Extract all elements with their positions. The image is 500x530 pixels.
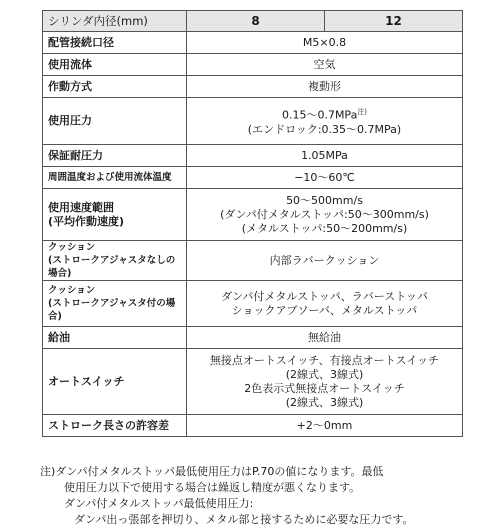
table-row (43, 281, 463, 327)
footnote-line: ダンパ付メタルストッパ最低使用圧力: (64, 497, 254, 510)
table-row (43, 241, 463, 281)
row-value (187, 349, 463, 415)
row-value (187, 189, 463, 241)
row-value: 複動形 (187, 76, 463, 98)
table-row (43, 76, 463, 98)
value-line: 0.15〜0.7MPa$^{注)}$ (281, 108, 368, 122)
row-value (187, 98, 463, 145)
row-label: 使用流体 (43, 54, 187, 76)
footnotes (40, 464, 480, 528)
row-label: ストローク長さの許容差 (43, 415, 187, 437)
header-bore-8: 8 (187, 11, 325, 32)
row-value: 内部ラバークッション (187, 241, 463, 281)
header-label: シリンダ内径(mm) (43, 11, 187, 32)
value-line: (2線式、3線式) (285, 395, 364, 409)
value-line: ダンパ付メタルストッパ、ラバーストッパ (221, 289, 428, 303)
row-value: 1.05MPa (187, 145, 463, 167)
header-row (43, 11, 463, 32)
row-label: オートスイッチ (43, 349, 187, 415)
table-row (43, 327, 463, 349)
value-line: (ダンパ付メタルストッパ:50〜300mm/s) (220, 207, 429, 221)
footnote-line: 使用圧力以下で使用する場合は繰返し精度が悪くなります。 (64, 481, 361, 494)
row-label: クッション (ストロークアジャスタ付の場合) (43, 281, 187, 327)
spec-table (42, 10, 463, 437)
footnote-line: 注)ダンパ付メタルストッパ最低使用圧力はP.70の値になります。最低 (40, 465, 384, 478)
value-line: ショックアブソーバ、メタルストッパ (231, 303, 418, 317)
value-line: 無接点オートスイッチ、有接点オートスイッチ (209, 353, 440, 367)
row-label: 使用速度範囲 (平均作動速度) (43, 189, 187, 241)
footnote-line: ダンパ出っ張部を押切り、メタル部と接するために必要な圧力です。 (74, 513, 414, 526)
value-line: 50〜500mm/s (286, 193, 363, 207)
row-value (187, 281, 463, 327)
value-line: (2線式、3線式) (285, 367, 364, 381)
header-bore-12: 12 (325, 11, 463, 32)
row-value: −10〜60℃ (187, 167, 463, 189)
row-value: 無給油 (187, 327, 463, 349)
table-row (43, 349, 463, 415)
row-label: クッション (ストロークアジャスタなしの場合) (43, 241, 187, 281)
row-label: 周囲温度および使用流体温度 (43, 167, 187, 189)
row-label: 作動方式 (43, 76, 187, 98)
row-value: +2〜0mm (187, 415, 463, 437)
table-row (43, 167, 463, 189)
note-mark: 注) (357, 108, 368, 117)
table-row (43, 415, 463, 437)
row-value: M5×0.8 (187, 32, 463, 54)
table-row (43, 189, 463, 241)
value-line: (メタルストッパ:50〜200mm/s) (241, 221, 408, 235)
row-label: 配管接続口径 (43, 32, 187, 54)
table-row (43, 98, 463, 145)
row-label: 保証耐圧力 (43, 145, 187, 167)
row-label: 使用圧力 (43, 98, 187, 145)
value-line: 2色表示式無接点オートスイッチ (244, 381, 405, 395)
value-line: (エンドロック:0.35〜0.7MPa) (247, 122, 402, 136)
table-row (43, 145, 463, 167)
row-label: 給油 (43, 327, 187, 349)
table-row (43, 54, 463, 76)
table-row (43, 32, 463, 54)
row-value: 空気 (187, 54, 463, 76)
